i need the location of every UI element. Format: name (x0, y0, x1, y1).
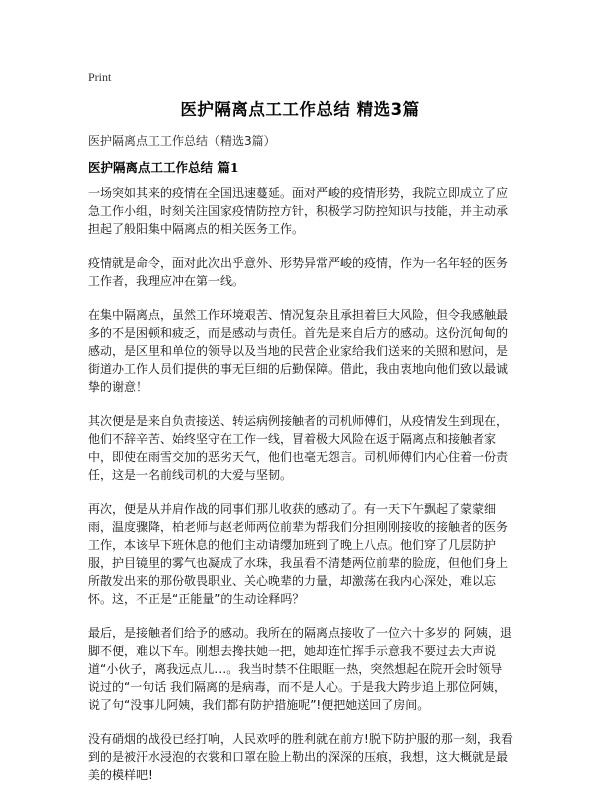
print-link[interactable]: Print (88, 70, 112, 84)
paragraph: 一场突如其来的疫情在全国迅速蔓延。面对严峻的疫情形势，我院立即成立了应急工作小组，时刻关注国家疫情防控方针，积极学习防控知识与技能，并主动承担起了般阳集中隔离点的相关医务工作。 (88, 186, 509, 236)
paragraph: 最后，是接触者们给予的感动。我所在的隔离点接收了一位六十多岁的 阿姨，退脚不便，难以下车。刚想去搀扶她一把，她却连忙挥手示意我不要过去大声说道“小伙子，离我远点儿…。我当时禁不住眼眶一热，突然想起在院开会时领导说过的“一句话 我们隔离的是病毒，而不是人心。于是我大跨步追上那位阿姨，说了句“没事儿阿姨，我们都有防护措施呢”!便把她送回了房间。 (88, 626, 512, 712)
page-title: 医护隔离点工工作总结 精选3篇 (180, 100, 420, 119)
paragraph: 在集中隔离点，虽然工作环境艰苦、情况复杂且承担着巨大风险，但令我感触最多的不是困顿和疲乏，而是感动与责任。首先是来自后方的感动。这份沉甸甸的感动，是区里和单位的领导以及当地的民营企业家给我们送来的关照和慰问，是街道办工作人员们提供的事无巨细的后勤保障。借此，我由衷地向他们致以最诚挚的谢意！ (88, 308, 509, 394)
paragraph: 再次，便是从并肩作战的同事们那儿收获的感动了。有一天下午飘起了蒙蒙细雨，温度骤降，柏老师与赵老师两位前辈为帮我们分担刚刚接收的接触者的医务工作，本该早下班休息的他们主动请缨加班到了晚上八点。他们穿了几层防护服，护目镜里的雾气也凝成了水珠，我虽看不清楚两位前辈的脸庞，但他们身上所散发出来的那份敬畏职业、关心晚辈的力量，却激荡在我内心深处，难以忘怀。这，不正是“正能量”的生动诠释吗？ (88, 502, 509, 606)
article-body (88, 184, 513, 800)
paragraph: 其次便是是来自负责接送、转运病例接触者的司机师傅们，从疫情发生到现在，他们不辞辛苦、始终坚守在工作一线，冒着极大风险在返于隔离点和接触者家中，即使在雨雪交加的恶劣天气，他们也毫无怨言。司机师傅们内心住着一份责任，这是一名前线司机的大爱与坚韧。 (88, 414, 509, 482)
document-subtitle: 医护隔离点工工作总结（精选3篇） (88, 134, 276, 148)
paragraph: 疫情就是命令，面对此次出乎意外、形势异常严峻的疫情，作为一名年轻的医务工作者，我理应冲在第一线。 (88, 256, 509, 288)
paragraph: 没有硝烟的战役已经打响，人民欢呼的胜利就在前方!脱下防护服的那一刻，我看到的是被汗水浸泡的衣裳和口罩在脸上勒出的深深的压痕，我想，这大概就是最美的模样吧! (88, 732, 513, 782)
section-heading: 医护隔离点工工作总结 篇1 (88, 160, 239, 175)
